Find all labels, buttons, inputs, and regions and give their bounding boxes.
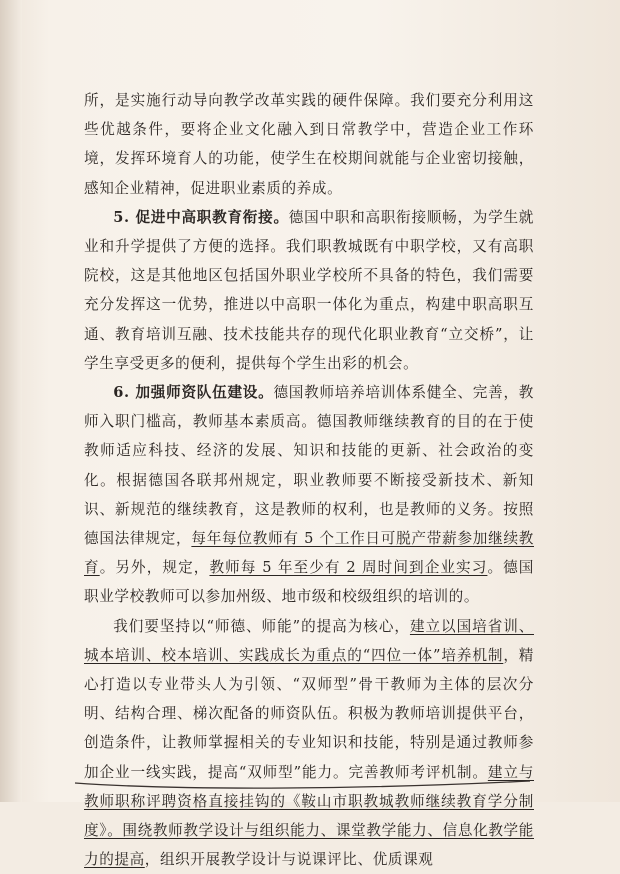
paragraph-3-text-a: 德国教师培养培训体系健全、完善，教师入职门槛高，教师基本素质高。德国教师继续教育的目的在于使教师适应科技、经济的发展、知识和技能的更新、社会政治的变化。根据德国各联邦州规定，职业教师要不断接受新技术、新知识、新规范的继续教育，这是教师的权利，也是教师的义务。按照德国法律规定， — [84, 384, 534, 548]
paragraph-2-text: 德国中职和高职衔接顺畅，为学生就业和升学提供了方便的选择。我们职教城既有中职学校，又有高职院校，这是其他地区包括国外职业学校所不具备的特色，我们需要充分发挥这一优势，推进以中高职一体化为重点，构建中职高职互通、教育培训互融、技术技能共存的现代化职业教育“立交桥”，让学生享受更多的便利，提供每个学生出彩的机会。 — [84, 208, 534, 372]
paragraph-4 — [84, 612, 534, 874]
page-edge-shadow — [0, 0, 22, 802]
paragraph-4-text-c: ，组织开展教学设计与说课评比、优质课观 — [144, 851, 434, 869]
underlined-text-3: 建立以国培省训、城本培训、校本培训、实践成长为重点的“四位一体”培养机制 — [84, 617, 534, 664]
underlined-text-4: 建立与教师职称评聘资格直接挂钩的《鞍山市职教城教师继续教育学分制度》。围绕教师教学设计与组织能力、课堂教学能力、信息化教学能力的提高 — [84, 763, 534, 869]
paragraph-3 — [84, 378, 534, 612]
paragraph-4-text-a: 我们要坚持以“师德、师能”的提高为核心， — [113, 617, 410, 635]
paragraph-3-text-c: 。德国职业学校教师可以参加州级、地市级和校级组织的培训的。 — [84, 559, 534, 606]
paragraph-1: 所，是实施行动导向教学改革实践的硬件保障。我们要充分利用这些优越条件，要将企业文化融入到日常教学中，营造企业工作环境，发挥环境育人的功能，使学生在校期间就能与企业密切接触，感知企业精神，促进职业素质的养成。 — [84, 92, 534, 197]
handwritten-underline-mark — [70, 755, 540, 795]
heading-5: 5. 促进中高职教育衔接。 — [113, 208, 289, 226]
paragraph-4-text-b: ，精心打造以专业带头人为引领、“双师型”骨干教师为主体的层次分明、结构合理、梯次配备的师资队伍。积极为教师培训提供平台，创造条件，让教师掌握相关的专业知识和技能，特别是通过教师参加企业一线实践，提高“双师型”能力。完善教师考评机制。 — [84, 646, 534, 781]
paragraph-3-text-b: 。另外，规定， — [99, 559, 210, 577]
heading-6: 6. 加强师资队伍建设。 — [113, 384, 274, 402]
underlined-text-1: 每年每位教师有 5 个工作日可脱产带薪参加继续教育 — [84, 530, 534, 577]
underlined-text-2: 教师每 5 年至少有 2 周时间到企业实习 — [209, 559, 488, 577]
paragraph-2 — [84, 203, 534, 378]
